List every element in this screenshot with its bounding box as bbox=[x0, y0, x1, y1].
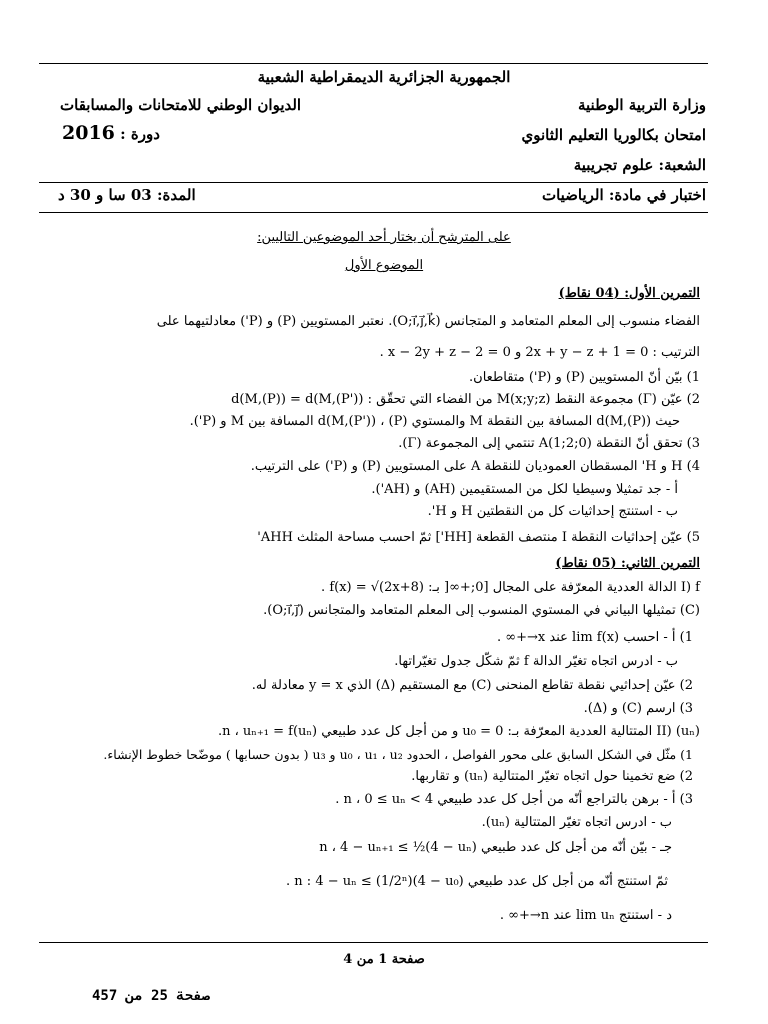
ex2-line: ثمّ استنتج أنّه من أجل كل عدد طبيعي n : 4 − uₙ ≤ (1/2ⁿ)(4 − u₀) . bbox=[286, 874, 668, 889]
exam-title: امتحان بكالوريا التعليم الثانوي bbox=[521, 126, 706, 144]
ex1-line: 2) عيّن (Γ) مجموعة النقط M(x;y;z) من الفضاء التي تحقّق : d(M,(P)) = d(M,(P')) bbox=[231, 392, 700, 407]
ex1-line: 5) عيّن إحداثيات النقطة I منتصف القطعة [HH'] ثمّ احسب مساحة المثلث AHH' bbox=[257, 530, 700, 545]
stream: الشعبة: علوم تجريبية bbox=[573, 156, 706, 174]
topic-title: الموضوع الأول bbox=[344, 258, 424, 273]
ex1-line: حيث d(M,(P)) المسافة بين النقطة M والمستوي (P) ، d(M,(P')) المسافة بين M و (P'). bbox=[189, 414, 680, 429]
ex1-line: ب - استنتج إحداثيات كل من النقطتين H و H'. bbox=[427, 504, 678, 519]
ex1-line: الفضاء منسوب إلى المعلم المتعامد و المتجانس (O;i⃗,j⃗,k⃗). نعتبر المستويين (P) و (P') معادلتيهما على bbox=[156, 314, 700, 329]
header-rule-2 bbox=[39, 212, 708, 213]
session-label: دورة : bbox=[120, 125, 160, 143]
ex2-line: 2) ضع تخمينا حول اتجاه تغيّر المتتالية (uₙ) و تقاربها. bbox=[411, 769, 693, 784]
archive-page-number: صفحة 25 من 457 bbox=[92, 988, 211, 1004]
ex2-line: جـ - بيّن أنّه من أجل كل عدد طبيعي n ، 4 − uₙ₊₁ ≤ ½(4 − uₙ) bbox=[319, 840, 672, 855]
subject: اختبار في مادة: الرياضيات bbox=[541, 186, 706, 204]
ex2-line: II) (uₙ) المتتالية العددية المعرّفة بـ: u₀ = 0 و من أجل كل عدد طبيعي n ، uₙ₊₁ = f(uₙ). bbox=[217, 724, 700, 739]
ex1-line: أ - جد تمثيلا وسيطيا لكل من المستقيمين (AH) و (AH'). bbox=[371, 482, 678, 497]
ex1-line: 3) تحقق أنّ النقطة A(1;2;0) تنتمي إلى المجموعة (Γ). bbox=[398, 436, 700, 451]
ex2-line: 3) ارسم (C) و (Δ). bbox=[583, 701, 693, 716]
header-rule-1 bbox=[39, 182, 708, 183]
republic-title: الجمهورية الجزائرية الديمقراطية الشعبية bbox=[257, 68, 511, 86]
instructions-choose: على المترشح أن يختار أحد الموضوعين التاليين: bbox=[257, 230, 511, 245]
ex2-line: 3) أ - برهن بالتراجع أنّه من أجل كل عدد طبيعي n ، 0 ≤ uₙ < 4 . bbox=[335, 792, 693, 807]
ex2-line: 1) أ - احسب lim f(x) عند x→+∞ . bbox=[497, 630, 693, 645]
page-number: صفحة 1 من 4 bbox=[343, 952, 425, 967]
ex2-line: (C) تمثيلها البياني في المستوي المنسوب إلى المعلم المتعامد والمتجانس (O;i⃗,j⃗). bbox=[263, 603, 700, 618]
footer-rule bbox=[39, 942, 708, 943]
ex2-line: I) f الدالة العددية المعرّفة على المجال [0;+∞[ بـ: f(x) = √(2x+8) . bbox=[321, 580, 700, 595]
session bbox=[62, 122, 160, 144]
ex1-title: التمرين الأول: (04 نقاط) bbox=[558, 286, 700, 301]
ex2-line: 1) مثّل في الشكل السابق على محور الفواصل ، الحدود u₀ ، u₁ ، u₂ و u₃ ( بدون حسابها ) موضّحا خطوط الإنشاء. bbox=[103, 747, 693, 762]
top-rule bbox=[39, 63, 708, 64]
session-year: 2016 bbox=[62, 122, 115, 144]
ex2-line: 2) عيّن إحداثيي نقطة تقاطع المنحنى (C) مع المستقيم (Δ) الذي y = x معادلة له. bbox=[251, 678, 693, 693]
ex1-line: 1) بيّن أنّ المستويين (P) و (P') متقاطعان. bbox=[469, 370, 700, 385]
ex2-title: التمرين الثاني: (05 نقاط) bbox=[555, 556, 700, 571]
ex2-line: د - استنتج lim uₙ عند n→+∞ . bbox=[499, 908, 672, 923]
duration: المدة: 03 سا و 30 د bbox=[58, 186, 196, 204]
ex2-line: ب - ادرس اتجاه تغيّر المتتالية (uₙ). bbox=[481, 815, 672, 830]
ex2-line: ب - ادرس اتجاه تغيّر الدالة f ثمّ شكّل جدول تغيّراتها. bbox=[394, 654, 678, 669]
ex1-line: 4) H و H' المسقطان العموديان للنقطة A على المستويين (P) و (P') على الترتيب. bbox=[250, 459, 700, 474]
ex1-line: الترتيب : 2x + y − z + 1 = 0 و x − 2y + z − 2 = 0 . bbox=[379, 345, 700, 360]
exam-office: الديوان الوطني للامتحانات والمسابقات bbox=[60, 96, 302, 114]
ministry: وزارة التربية الوطنية bbox=[577, 96, 706, 114]
